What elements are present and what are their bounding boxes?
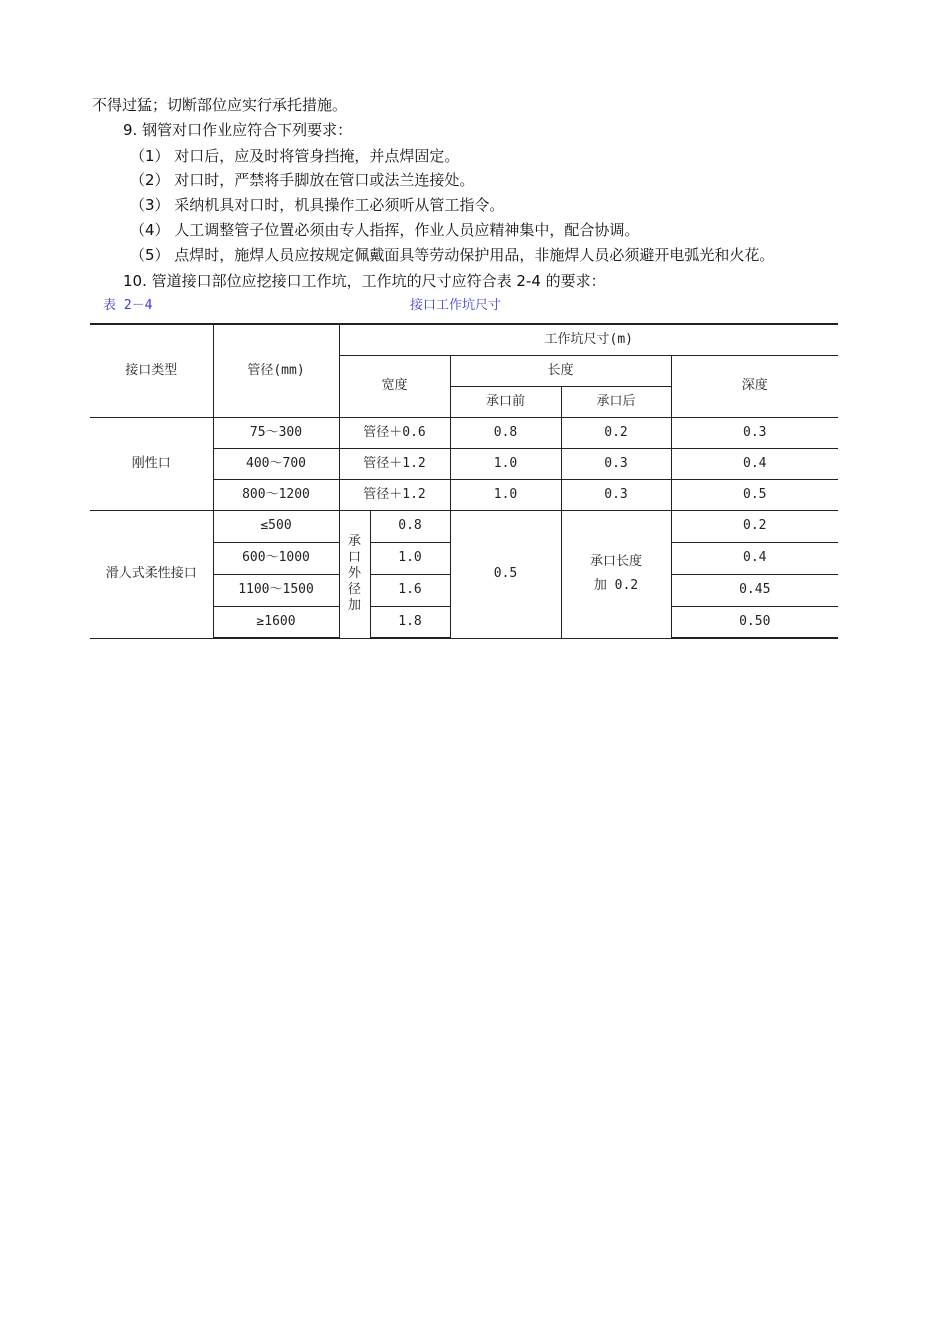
cell-after: 0.3 [561, 479, 671, 510]
header-before-socket: 承口前 [450, 386, 561, 417]
cell-width-prefix [339, 510, 370, 638]
cell-width: 1.8 [370, 606, 450, 638]
cell-width: 管径＋0.6 [339, 417, 450, 448]
rigid-joint-type: 刚性口 [90, 417, 213, 510]
paragraph-sub-4: （4） 人工调整管子位置必须由专人指挥，作业人员应精神集中，配合协调。 [130, 221, 640, 239]
paragraph-sub-3: （3） 采纳机具对口时，机具操作工必须听从管工指令。 [130, 196, 505, 214]
paragraph-sub-5: （5） 点焊时，施焊人员应按规定佩戴面具等劳动保护用品，非施焊人员必须避开电弧光和火花。 [130, 246, 775, 264]
cell-depth: 0.2 [671, 510, 838, 542]
table-row [90, 510, 838, 542]
cell-depth: 0.4 [671, 542, 838, 574]
header-after-socket: 承口后 [561, 386, 671, 417]
cell-depth: 0.3 [671, 417, 838, 448]
cell-before: 0.8 [450, 417, 561, 448]
cell-diameter: 1100～1500 [213, 574, 339, 606]
cell-diameter: ≥1600 [213, 606, 339, 638]
paragraph-sub-1: （1） 对口后，应及时将管身挡掩，并点焊固定。 [130, 147, 460, 165]
cell-before: 1.0 [450, 479, 561, 510]
table-row [90, 417, 838, 448]
header-row-1 [90, 324, 838, 355]
header-depth: 深度 [671, 355, 838, 417]
table-label: 表 2－4 [103, 298, 153, 313]
cell-before: 0.5 [450, 510, 561, 638]
cell-depth: 0.5 [671, 479, 838, 510]
cell-width: 1.0 [370, 542, 450, 574]
cell-diameter: 600～1000 [213, 542, 339, 574]
cell-diameter: 75～300 [213, 417, 339, 448]
pit-size-table [90, 323, 838, 639]
cell-depth: 0.45 [671, 574, 838, 606]
cell-width: 1.6 [370, 574, 450, 606]
cell-after: 0.2 [561, 417, 671, 448]
after-line-1: 承口长度 [589, 554, 642, 569]
cell-depth: 0.50 [671, 606, 838, 638]
cell-diameter: 400～700 [213, 448, 339, 479]
flexible-joint-type: 滑人式柔性接口 [90, 510, 213, 638]
cell-after: 0.3 [561, 448, 671, 479]
cell-before: 1.0 [450, 448, 561, 479]
cell-diameter: ≤500 [213, 510, 339, 542]
width-prefix-text: 承口外径加 [347, 533, 361, 613]
paragraph-continuation: 不得过猛；切断部位应实行承托措施。 [92, 96, 348, 114]
cell-depth: 0.4 [671, 448, 838, 479]
cell-width: 0.8 [370, 510, 450, 542]
cell-diameter: 800～1200 [213, 479, 339, 510]
table-title: 接口工作坑尺寸 [410, 298, 502, 313]
header-pit-size: 工作坑尺寸(m) [339, 324, 838, 355]
cell-after [561, 510, 671, 638]
after-line-2: 加 0.2 [593, 578, 639, 593]
paragraph-item-10: 10. 管道接口部位应挖接口工作坑，工作坑的尺寸应符合表 2-4 的要求： [123, 272, 606, 290]
header-pipe-diameter: 管径(mm) [213, 324, 339, 417]
paragraph-item-9: 9. 钢管对口作业应符合下列要求： [123, 121, 353, 139]
header-joint-type: 接口类型 [90, 324, 213, 417]
header-width: 宽度 [339, 355, 450, 417]
cell-width: 管径＋1.2 [339, 448, 450, 479]
paragraph-sub-2: （2） 对口时，严禁将手脚放在管口或法兰连接处。 [130, 171, 475, 189]
header-length: 长度 [450, 355, 671, 386]
cell-width: 管径＋1.2 [339, 479, 450, 510]
